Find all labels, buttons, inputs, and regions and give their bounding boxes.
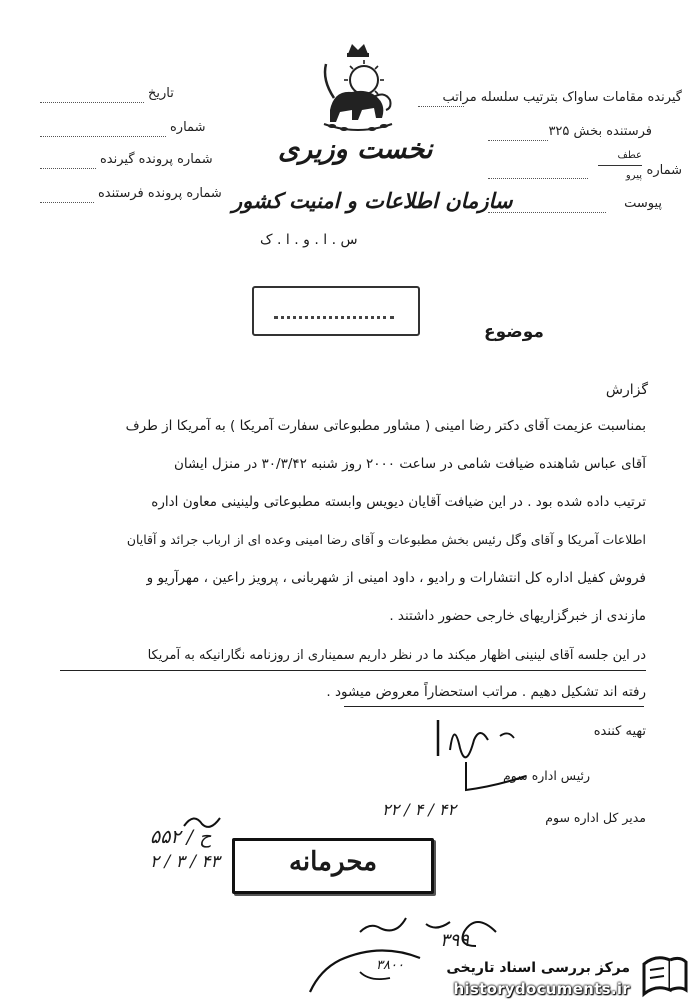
handwritten-note-3: ۲ / ۳ / ۴۳ — [150, 852, 220, 872]
number-dots — [488, 178, 588, 179]
savak-code: س . ا . و . ا . ک — [260, 232, 358, 248]
sender-dots — [488, 140, 548, 141]
attach-field: پیوست — [624, 196, 662, 211]
sender-file-field: شماره پرونده فرستنده — [98, 186, 222, 201]
handwritten-note-1: ۲۲ / ۴ / ۴۲ — [382, 800, 457, 819]
body-line-8: رفته اند تشکیل دهیم . مراتب استحضاراً معروض میشود . — [326, 684, 646, 700]
number-field: شماره — [646, 163, 682, 178]
confidential-stamp — [232, 838, 434, 894]
handwritten-note-5: ۳۸۰۰ — [376, 958, 404, 973]
watermark-url: historydocuments.ir — [453, 980, 630, 998]
watermark-center-name: مرکز بررسی اسناد تاریخی — [446, 960, 630, 976]
handwritten-note-4: ۳۹۹ — [440, 930, 470, 951]
left-number-field: شماره — [170, 120, 206, 135]
ref-top-label: عطف — [617, 150, 642, 161]
body-line-1: بمناسبت عزیمت آقای دکتر رضا امینی ( مشاور مطبوعاتی سفارت آمریکا ) به آمریکا از طرف — [125, 418, 646, 434]
director-label: مدیر کل اداره سوم — [545, 810, 646, 825]
receiver-dots — [418, 106, 464, 107]
preparer-label: تهیه کننده — [593, 724, 646, 739]
confidential-stamp-text: محرمانه — [288, 847, 378, 877]
historydocuments-logo-icon — [636, 950, 692, 1002]
body-line-6: مازندی از خبرگزاریهای خارجی حضور داشتند . — [389, 608, 646, 624]
subject-label: موضوع — [484, 322, 544, 342]
sender-field: فرستنده بخش ۳۲۵ — [548, 124, 652, 139]
section-chief-signature — [456, 748, 576, 798]
ref-divider — [598, 165, 642, 166]
date-field: تاریخ — [148, 86, 174, 101]
sender-file-dots — [40, 202, 94, 203]
report-label: گزارش — [605, 382, 648, 398]
subject-redacted-box — [252, 286, 420, 336]
lion-and-sun-emblem-icon — [312, 40, 404, 136]
body-line-7: در این جلسه آقای لینینی اظهار میکند ما در نظر داریم سمیناری از روزنامه نگارانیکه به آمریکا — [147, 648, 646, 663]
body-line-3: ترتیب داده شده بود . در این ضیافت آقایان دیویس وابسته مطبوعاتی ولینینی معاون اداره — [151, 494, 646, 510]
date-dots — [40, 102, 144, 103]
body-line-4: اطلاعات آمریکا و آقای وگل رئیس بخش مطبوعات و آقای رضا امینی وعده ای از ارباب جرائد و آقایان — [126, 532, 646, 547]
handwritten-note-2: ۵۵۲ / ح — [150, 826, 212, 848]
left-number-dots — [40, 136, 166, 137]
receiver-field: گیرنده مقامات ساواک بترتیب سلسله مراتب — [442, 90, 682, 105]
title-savak: سازمان اطلاعات و امنیت کشور — [232, 188, 513, 213]
receiver-file-field: شماره پرونده گیرنده — [100, 152, 213, 167]
section-chief-label: رئیس اداره سوم — [503, 768, 590, 783]
ref-bottom-label: پیرو — [625, 170, 642, 181]
body-line-5: فروش کفیل اداره کل انتشارات و رادیو ، داود امینی از شهربانی ، پرویز راعین ، مهرآریو و — [146, 570, 646, 586]
body-line-7-underline — [60, 670, 646, 671]
body-line-2: آقای عباس شاهنده ضیافت شامی در ساعت ۲۰۰۰ روز شنبه ۳۰/۳/۴۲ در منزل ایشان — [173, 456, 646, 472]
receiver-file-dots — [40, 168, 96, 169]
title-prime-ministry: نخست وزیری — [278, 134, 433, 165]
